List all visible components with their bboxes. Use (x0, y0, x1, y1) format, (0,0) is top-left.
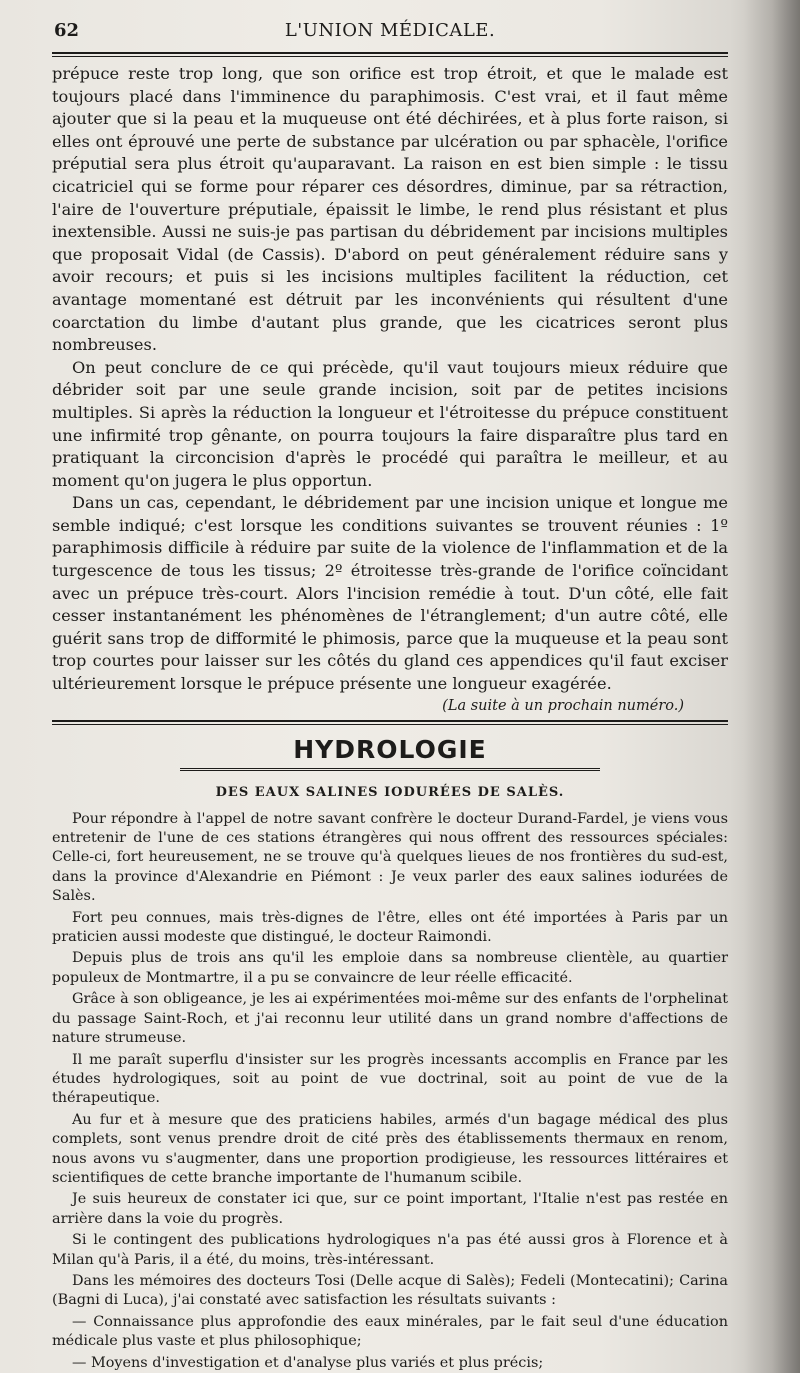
previous-article-body (52, 63, 728, 696)
paragraph: Je suis heureux de constater ici que, sur ce point important, l'Italie n'est pas restée en arrière dans la voie du progrès. (52, 1191, 728, 1227)
section-title-underline (180, 768, 600, 771)
paragraph: Depuis plus de trois ans qu'il les emploie dans sa nombreuse clientèle, au quartier populeux de Montmartre, il a pu se convaincre de leur réelle efficacité. (52, 950, 728, 986)
running-title: L'UNION MÉDICALE. (284, 20, 496, 41)
paragraph: prépuce reste trop long, que son orifice est trop étroit, et que le malade est toujours placé dans l'imminence du paraphimosis. C'est vrai, et il faut même ajouter que si la peau et la muqueuse ont été déchirées, et à plus forte raison, si elles ont éprouvé une perte de substance par ulcération ou par sphacèle, l'orifice préputial sera plus étroit qu'auparavant. La raison en est bien simple : le tissu cicatriciel qui se forme pour réparer ces désordres, diminue, par sa rétraction, l'aire de l'ouverture préputiale, épaissit le limbe, le rend plus résistant et plus inextensible. Aussi ne suis-je pas partisan du débridement par incisions multiples que proposait Vidal (de Cassis). D'abord on peut généralement réduire sans y avoir recours; et puis si les incisions multiples facilitent la réduction, cet avantage momentané est détruit par les inconvénients qui résultent d'une coarctation du limbe d'autant plus grande, que les cicatrices seront plus nombreuses. (52, 64, 728, 355)
article-title: DES EAUX SALINES IODURÉES DE SALÈS. (215, 784, 565, 800)
paragraph: Grâce à son obligeance, je les ai expérimentées moi-même sur des enfants de l'orphelinat du passage Saint-Roch, et j'ai reconnu leur utilité dans un grand nombre d'affections de nature strumeuse. (52, 991, 728, 1047)
paragraph: — Connaissance plus approfondie des eaux minérales, par le fait seul d'une éducation médicale plus vaste et plus philosophique; (52, 1313, 728, 1350)
section-title: HYDROLOGIE (293, 734, 487, 764)
paragraph: Pour répondre à l'appel de notre savant confrère le docteur Durand-Fardel, je viens vous entretenir de l'une de ces stations étrangères qui nous offrent des ressources spéciales: Celle-ci, fort heureusement, ne se trouve qu'à quelques lieues de nos frontières du sud-est, dans la province d'Alexandrie en Piémont : Je veux parler des eaux salines iodurées de Salès. (52, 810, 728, 905)
paragraph: On peut conclure de ce qui précède, qu'il vaut toujours mieux réduire que débrider soit par une seule grande incision, soit par de petites incisions multiples. Si après la réduction la longueur et l'étroitesse du prépuce constituent une infirmité trop gênante, on pourra toujours la faire disparaître plus tard en pratiquant la circoncision d'après le procédé qui paraîtra le meilleur, et au moment qu'on jugera le plus opportun. (52, 357, 728, 490)
facing-page-shadow (730, 0, 800, 1373)
paragraph: Fort peu connues, mais très-dignes de l'être, elles ont été importées à Paris par un praticien aussi modeste que distingué, le docteur Raimondi. (52, 909, 728, 946)
paragraph: Dans les mémoires des docteurs Tosi (Delle acque di Salès); Fedeli (Montecatini); Carina (Bagni di Luca), j'ai constaté avec satisfaction les résultats suivants : (52, 1272, 728, 1309)
paragraph: Au fur et à mesure que des praticiens habiles, armés d'un bagage médical des plus complets, sont venus prendre droit de cité près des établissements thermaux en renom, nous avons vu s'augmenter, dans une proportion prodigieuse, les ressources littéraires et scientifiques de cette branche importante de l'humanum scibile. (52, 1111, 728, 1186)
page-header (52, 18, 728, 48)
continuation-note: (La suite à un prochain numéro.) (442, 697, 684, 714)
paragraph: Dans un cas, cependant, le débridement par une incision unique et longue me semble indiqué; c'est lorsque les conditions suivantes se trouvent réunies : 1º paraphimosis difficile à réduire par suite de la violence de l'inflammation et de la turgescence de tous les tissus; 2º étroitesse très-grande de l'orifice coïncidant avec un prépuce très-court. Alors l'incision remédie à tout. D'un côté, elle fait cesser instantanément les phénomènes de l'étranglement; d'un autre côté, elle guérit sans trop de difformité le phimosis, parce que la muqueuse et la peau sont trop courtes pour laisser sur les côtés du gland ces appendices qu'il faut exciser ultérieurement lorsque le prépuce présente une longueur exagérée. (52, 493, 728, 694)
paragraph: — Moyens d'investigation et d'analyse plus variés et plus précis; (72, 1354, 544, 1371)
header-rule (52, 52, 728, 57)
section-divider (52, 720, 728, 725)
paragraph: Si le contingent des publications hydrologiques n'a pas été aussi gros à Florence et à Milan qu'à Paris, il a été, du moins, très-intéressant. (52, 1232, 728, 1268)
text-column (52, 18, 728, 1373)
paragraph: Il me paraît superflu d'insister sur les progrès incessants accomplis en France par les études hydrologiques, soit au point de vue doctrinal, soit au point de vue de la thérapeutique. (52, 1051, 728, 1107)
page-number: 62 (54, 20, 80, 41)
hydrology-article-body (52, 810, 728, 1373)
